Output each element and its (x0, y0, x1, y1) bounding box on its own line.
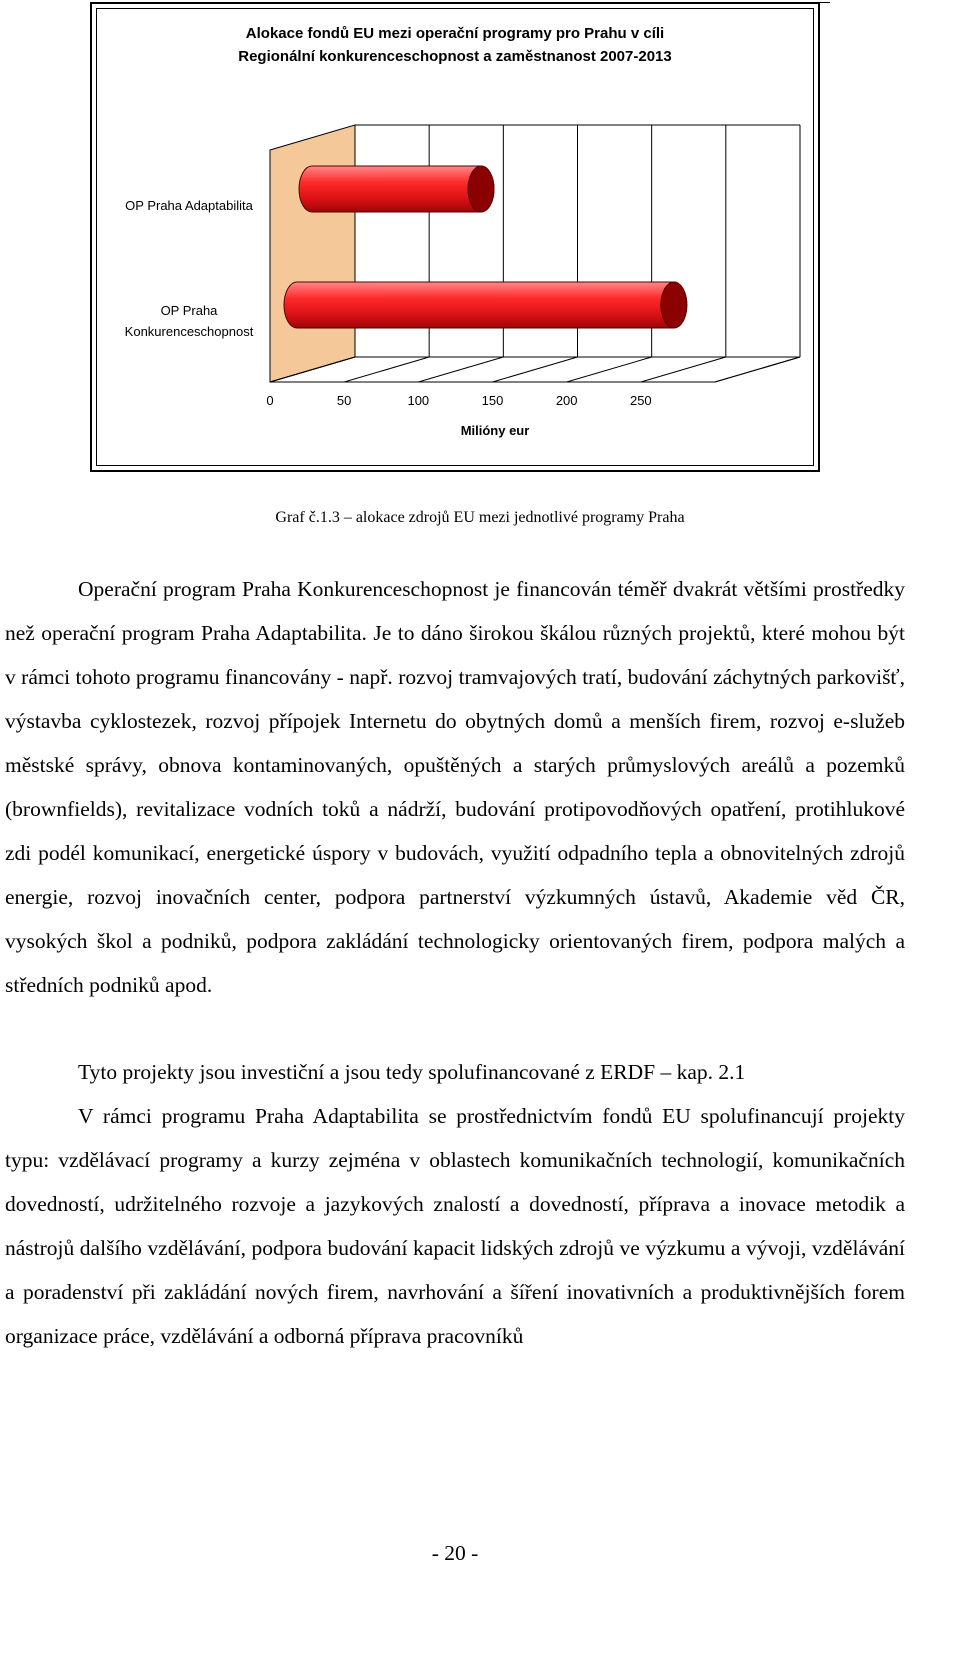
bar-2-body (284, 282, 687, 328)
figure-caption: Graf č.1.3 – alokace zdrojů EU mezi jednotlivé programy Praha (275, 509, 685, 526)
x-tick-label-150: 150 (481, 393, 504, 408)
category-label-2-line-2: Konkurenceschopnost (124, 324, 254, 339)
paragraph-3 (5, 1094, 905, 1358)
bar-2 (284, 282, 687, 328)
paragraph-1-text: Operační program Praha Konkurenceschopnost je financován téměř dvakrát většími prostředky než operační program Praha Adaptabilita. Je to dáno širokou škálou různých projektů, které mohou být v rámci tohoto programu financovány - např. rozvoj tramvajových tratí, budování záchytných parkovišť, výstavba cyklostezek, rozvoj přípojek Internetu do obytných domů a menších firem, rozvoj e-služeb městské správy, obnova kontaminovaných, opuštěných a starých průmyslových areálů a pozemků (brownfields), revitalizace vodních toků a nádrží, budování protipovodňových opatření, protihlukové zdi podél komunikací, energetické úspory v budovách, využití odpadního tepla a obnovitelných zdrojů energie, rozvoj inovačních center, podpora partnerství výzkumných ústavů, Akademie věd ČR, vysokých škol a podniků, podpora zakládání technologicky orientovaných firem, podpora malých a středních podniků apod. (5, 577, 905, 997)
x-tick-label-100: 100 (407, 393, 430, 408)
paragraph-2-text: Tyto projekty jsou investiční a jsou tedy spolufinancované z ERDF – kap. 2.1 (78, 1060, 746, 1084)
x-tick-label-50: 50 (336, 393, 352, 408)
gridline-floor-150 (493, 357, 578, 382)
bar-2-end-cap (661, 282, 687, 328)
bar-1-end-cap (468, 166, 494, 212)
paragraph-2 (5, 1050, 905, 1094)
bar-1 (299, 166, 494, 212)
bar-1-body (299, 166, 494, 212)
gridline-floor-300 (715, 357, 800, 382)
bar-chart (0, 0, 960, 480)
gridline-floor-200 (567, 357, 652, 382)
x-tick-label-250: 250 (629, 393, 652, 408)
gridline-floor-50 (344, 357, 429, 382)
gridline-floor-250 (641, 357, 726, 382)
paragraph-3-text: V rámci programu Praha Adaptabilita se prostřednictvím fondů EU spolufinancují projekty typu: vzdělávací programy a kurzy zejména v oblastech komunikačních technologií, komunikačních dovedností, udržitelného rozvoje a jazykových znalostí a dovedností, příprava a inovace metodik a nástrojů dalšího vzdělávání, podpora budování kapacit lidských zdrojů ve výzkumu a vývoji, vzdělávání a poradenství při zakládání nových firem, navrhování a šíření inovativních a produktivnějších forem organizace práce, vzdělávání a odborná příprava pracovníků (5, 1104, 905, 1348)
chart-side-wall (270, 125, 355, 382)
chart-title-line-1: Alokace fondů EU mezi operační programy pro Prahu v cíli (245, 25, 665, 42)
chart-title-line-2: Regionální konkurenceschopnost a zaměstnanost 2007-2013 (238, 48, 672, 65)
x-tick-label-200: 200 (555, 393, 578, 408)
gridline-floor-100 (418, 357, 503, 382)
paragraph-1 (5, 567, 905, 1007)
x-axis-label: Milióny eur (460, 423, 530, 438)
category-label-2-line-1: OP Praha (160, 303, 218, 318)
x-tick-label-0: 0 (266, 393, 274, 408)
page-number: - 20 - (431, 1541, 479, 1565)
category-label-1-line-1: OP Praha Adaptabilita (125, 198, 253, 213)
